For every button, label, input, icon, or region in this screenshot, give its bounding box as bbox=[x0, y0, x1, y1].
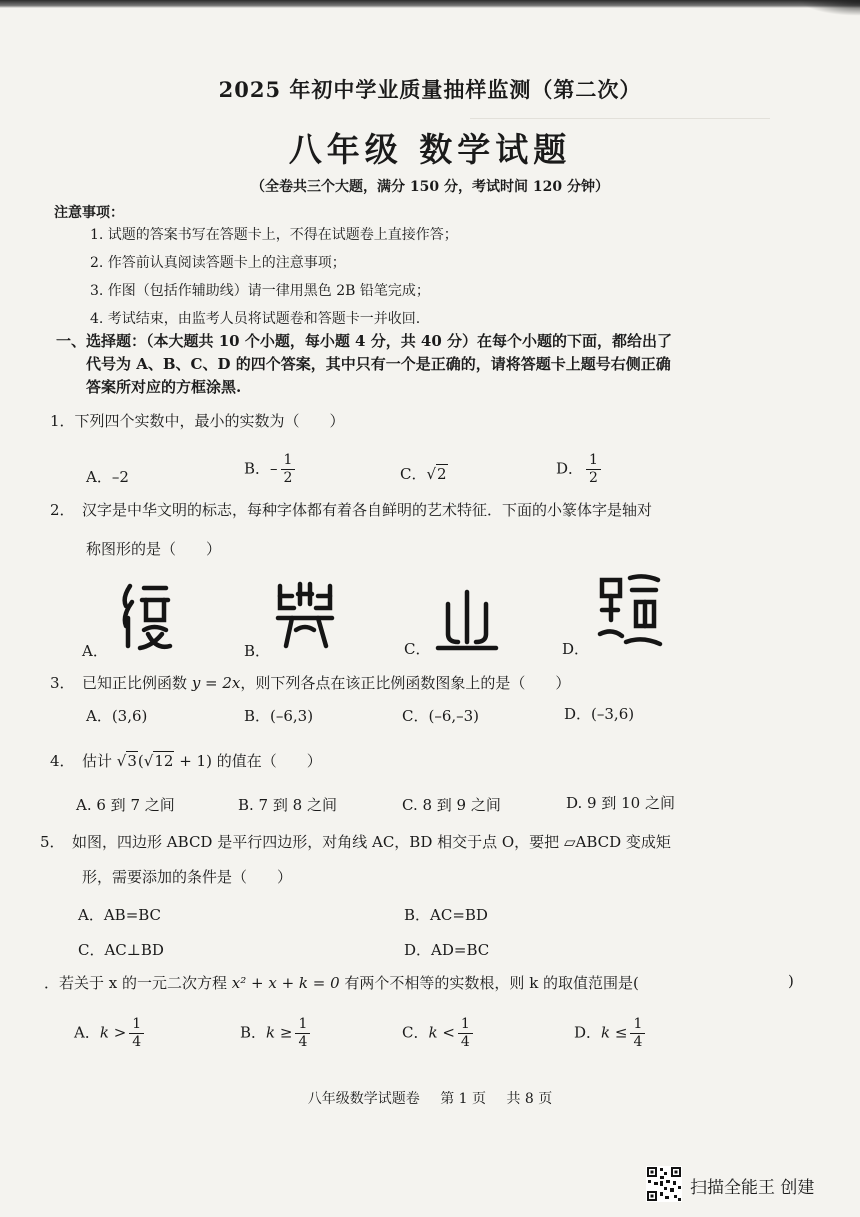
stem-text: (√ bbox=[137, 752, 154, 770]
scan-edge-top bbox=[0, 0, 860, 8]
fraction-numerator: 1 bbox=[630, 1016, 645, 1034]
notice-item: 2. 作答前认真阅读答题卡上的注意事项； bbox=[90, 255, 346, 271]
q6-option-d bbox=[574, 1016, 645, 1051]
q1-option-c bbox=[400, 463, 448, 484]
q5-option-b: B．AC=BD bbox=[404, 906, 488, 924]
q3-option-d: D．(–3,6) bbox=[564, 705, 635, 723]
fraction bbox=[129, 1016, 144, 1051]
option-label: B． bbox=[240, 1023, 267, 1042]
radicand: 12 bbox=[154, 752, 174, 770]
section-line: 代号为 A、B、C、D 的四个答案，其中只有一个是正确的，请将答题卡上题号右侧正确 bbox=[86, 355, 671, 373]
option-label: D． bbox=[574, 1023, 602, 1042]
question-5-stem: 形，需要添加的条件是（ ） bbox=[82, 868, 293, 886]
q2-option-a: A． bbox=[82, 642, 108, 660]
fraction-denominator: 2 bbox=[283, 470, 293, 486]
q1-option-b bbox=[244, 452, 295, 487]
stem-text: ．若关于 x 的一元二次方程 bbox=[44, 974, 232, 992]
question-5-stem: 5． 如图，四边形 ABCD 是平行四边形，对角线 AC，BD 相交于点 O，要把 ▱ABCD 变成矩 bbox=[40, 833, 671, 851]
fraction bbox=[295, 1016, 310, 1051]
qr-code-icon bbox=[646, 1166, 682, 1202]
fraction-denominator: 4 bbox=[633, 1034, 643, 1050]
stem-text: 有两个不相等的实数根，则 k 的取值范围是( bbox=[339, 974, 639, 992]
q4-option-a: A. 6 到 7 之间 bbox=[76, 796, 175, 814]
fraction-numerator: 1 bbox=[458, 1016, 473, 1034]
notice-item: 3. 作图（包括作辅助线）请一律用黑色 2B 铅笔完成； bbox=[90, 283, 430, 299]
fraction-denominator: 4 bbox=[132, 1034, 142, 1050]
inequality: k < bbox=[428, 1023, 455, 1042]
equation: x² + x + k = 0 bbox=[231, 974, 340, 992]
q2-option-b: B． bbox=[244, 642, 271, 660]
section-line: 答案所对应的方框涂黑. bbox=[86, 378, 242, 396]
footer-name: 八年级数学试题卷 bbox=[307, 1091, 420, 1107]
radicand: 3 bbox=[127, 752, 137, 770]
q4-option-c: C. 8 到 9 之间 bbox=[402, 796, 501, 814]
q4-option-b: B. 7 到 8 之间 bbox=[238, 796, 337, 814]
notice-item: 4. 考试结束，由监考人员将试题卷和答题卡一并收回. bbox=[90, 311, 421, 327]
question-6-stem bbox=[44, 972, 814, 993]
fraction bbox=[586, 452, 601, 487]
fraction-numerator: 1 bbox=[129, 1016, 144, 1034]
radicand: 2 bbox=[437, 465, 447, 483]
seal-glyph-d bbox=[596, 570, 664, 650]
question-2-stem: 2． 汉字是中华文明的标志，每种字体都有着各自鲜明的艺术特征．下面的小篆体字是轴对 bbox=[50, 501, 653, 519]
q5-option-c: C．AC⊥BD bbox=[78, 941, 164, 959]
function-expression: y = 2x bbox=[191, 674, 241, 692]
scan-edge-corner bbox=[800, 0, 860, 16]
stem-text: + 1) bbox=[174, 752, 212, 770]
q3-option-a: A．(3,6) bbox=[86, 707, 148, 725]
q6-option-b bbox=[240, 1016, 310, 1051]
fraction bbox=[281, 452, 296, 487]
fraction bbox=[630, 1016, 645, 1051]
question-1-stem: 1．下列四个实数中，最小的实数为（ ） bbox=[50, 412, 345, 430]
notice-heading: 注意事项： bbox=[54, 205, 124, 221]
stem-text: 4． 估计 √ bbox=[50, 752, 127, 770]
option-label: C． bbox=[402, 1023, 429, 1042]
stem-text: 3． 已知正比例函数 bbox=[50, 674, 192, 692]
q5-option-d: D．AD=BC bbox=[404, 941, 490, 959]
option-label: D． bbox=[556, 459, 584, 478]
option-label: C． bbox=[400, 465, 427, 483]
seal-glyph-a bbox=[116, 580, 176, 652]
scanner-watermark: 扫描全能王 创建 bbox=[690, 1178, 815, 1198]
fraction-denominator: 2 bbox=[589, 470, 598, 486]
exam-title: 2025 年初中学业质量抽样监测（第二次） bbox=[218, 77, 642, 102]
fraction-numerator: 1 bbox=[295, 1016, 310, 1034]
stem-text: ，则下列各点在该正比例函数图象上的是（ ） bbox=[240, 674, 571, 692]
q1-option-a: A．–2 bbox=[86, 468, 129, 486]
inequality: k > bbox=[99, 1023, 127, 1042]
exam-subtitle: 八年级 数学试题 bbox=[288, 130, 572, 169]
question-6-paren: ) bbox=[788, 972, 794, 990]
footer-page: 第 1 页 bbox=[440, 1091, 486, 1107]
seal-glyph-b bbox=[272, 578, 338, 650]
section-line: 一、选择题：（本大题共 10 个小题，每小题 4 分，共 40 分）在每个小题的下面，都给出了 bbox=[56, 332, 673, 350]
notice-item: 1. 试题的答案书写在答题卡上，不得在试题卷上直接作答； bbox=[90, 227, 458, 243]
inequality: k ≤ bbox=[601, 1023, 628, 1042]
question-2-stem: 称图形的是（ ） bbox=[86, 540, 222, 558]
q1-option-d bbox=[556, 452, 601, 487]
q2-option-c: C． bbox=[404, 640, 431, 658]
page-footer bbox=[0, 1088, 860, 1108]
q6-option-c bbox=[402, 1016, 473, 1051]
fraction-denominator: 4 bbox=[460, 1034, 470, 1050]
q3-option-c: C．(–6,–3) bbox=[402, 707, 480, 725]
q5-option-a: A．AB=BC bbox=[78, 906, 162, 924]
fraction-numerator: 1 bbox=[586, 452, 601, 470]
q3-option-b: B．(–6,3) bbox=[244, 707, 314, 725]
section-instructions bbox=[56, 330, 786, 399]
sqrt-symbol-icon: √ bbox=[426, 465, 437, 483]
q6-option-a bbox=[74, 1016, 144, 1051]
q2-option-d: D． bbox=[562, 640, 590, 658]
stem-text: 的值在（ ） bbox=[211, 752, 322, 770]
inequality: k ≥ bbox=[266, 1023, 293, 1042]
question-3-stem bbox=[50, 672, 570, 693]
option-label: A． bbox=[74, 1023, 100, 1042]
fraction-numerator: 1 bbox=[281, 452, 296, 470]
q4-option-d: D. 9 到 10 之间 bbox=[566, 794, 675, 812]
seal-glyph-c bbox=[432, 586, 502, 656]
exam-info: （全卷共三个大题，满分 150 分，考试时间 120 分钟） bbox=[251, 179, 609, 195]
fraction-denominator: 4 bbox=[298, 1034, 308, 1050]
fraction bbox=[458, 1016, 473, 1051]
option-label: B．– bbox=[244, 459, 278, 478]
footer-total: 共 8 页 bbox=[506, 1091, 553, 1107]
question-4-stem bbox=[50, 750, 322, 771]
